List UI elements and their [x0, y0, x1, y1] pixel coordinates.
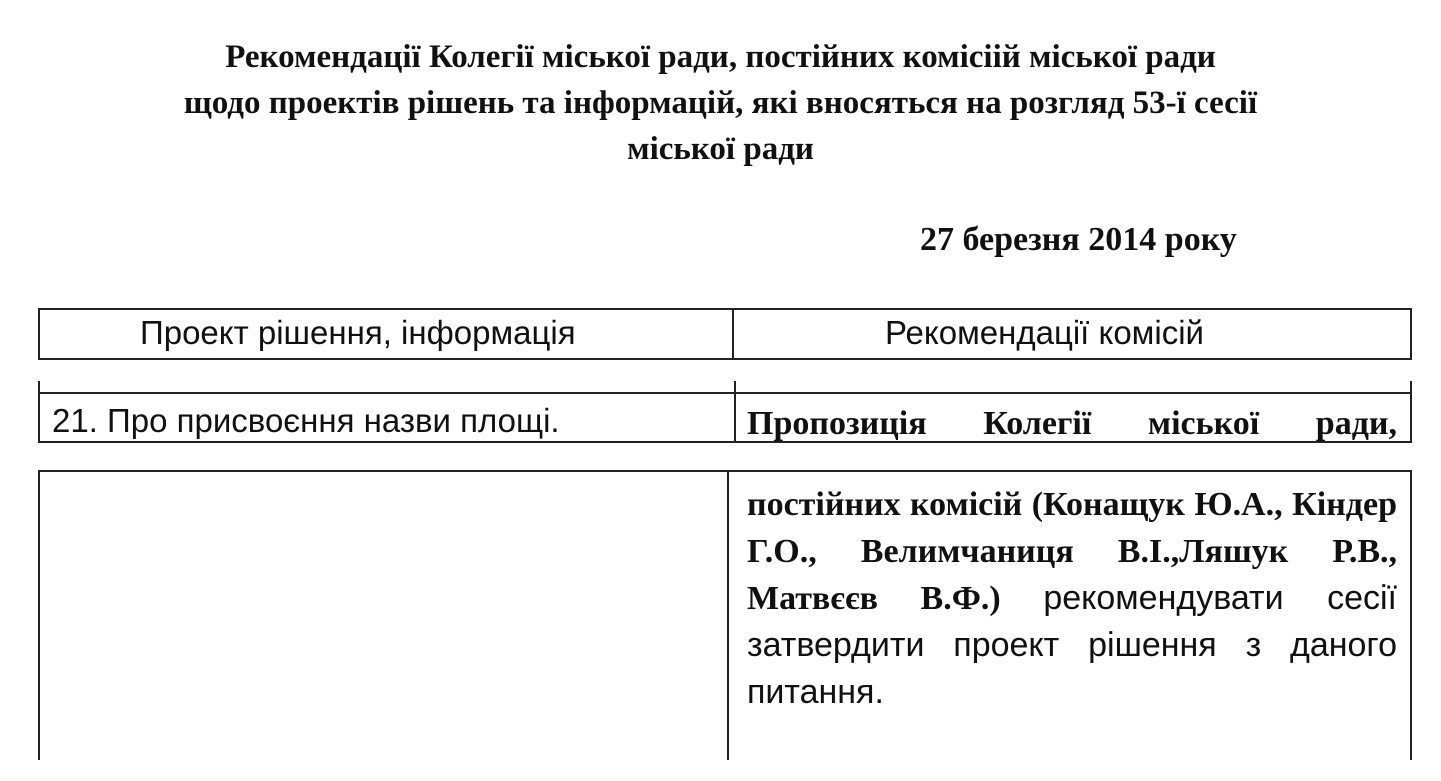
- document-date: 27 березня 2014 року: [920, 221, 1237, 258]
- item-title: 21. Про присвоєння назви площі.: [52, 402, 560, 439]
- rec-word-3: міської: [1147, 405, 1260, 442]
- header-recommendations: Рекомендації комісій: [885, 314, 1204, 351]
- continuation-divider: [727, 470, 729, 760]
- rec-word-1: Пропозиція: [747, 405, 927, 442]
- recommendation-decision: рекомендувати сесії затвердити проект рішення з даного питання.: [747, 579, 1397, 711]
- item-row-tick-right: [1410, 381, 1412, 443]
- recommendation-text: [747, 481, 1397, 716]
- item-row-tick-left: [38, 381, 40, 443]
- document-title: [0, 34, 1441, 172]
- rec-word-2: Колегії: [983, 405, 1092, 442]
- recommendation-commissions: постійних комісій (Конащук Ю.А., Кіндер Г.О., Велимчаниця В.І.,Ляшук Р.В., Матвєєв В.Ф.): [747, 486, 1397, 617]
- item-row-top-rule: [38, 392, 1412, 394]
- table-header-divider: [732, 308, 734, 360]
- rec-word-4: ради,: [1315, 405, 1397, 442]
- title-line-1: Рекомендації Колегії міської ради, постійних комісіій міської ради: [225, 39, 1216, 75]
- header-project: Проект рішення, інформація: [140, 314, 576, 351]
- title-line-3: міської ради: [627, 131, 814, 167]
- recommendation-first-line: [747, 404, 1397, 444]
- item-row-tick-mid: [734, 381, 736, 443]
- title-line-2: щодо проектів рішень та інформацій, які вносяться на розгляд 53-ї сесії: [183, 85, 1258, 121]
